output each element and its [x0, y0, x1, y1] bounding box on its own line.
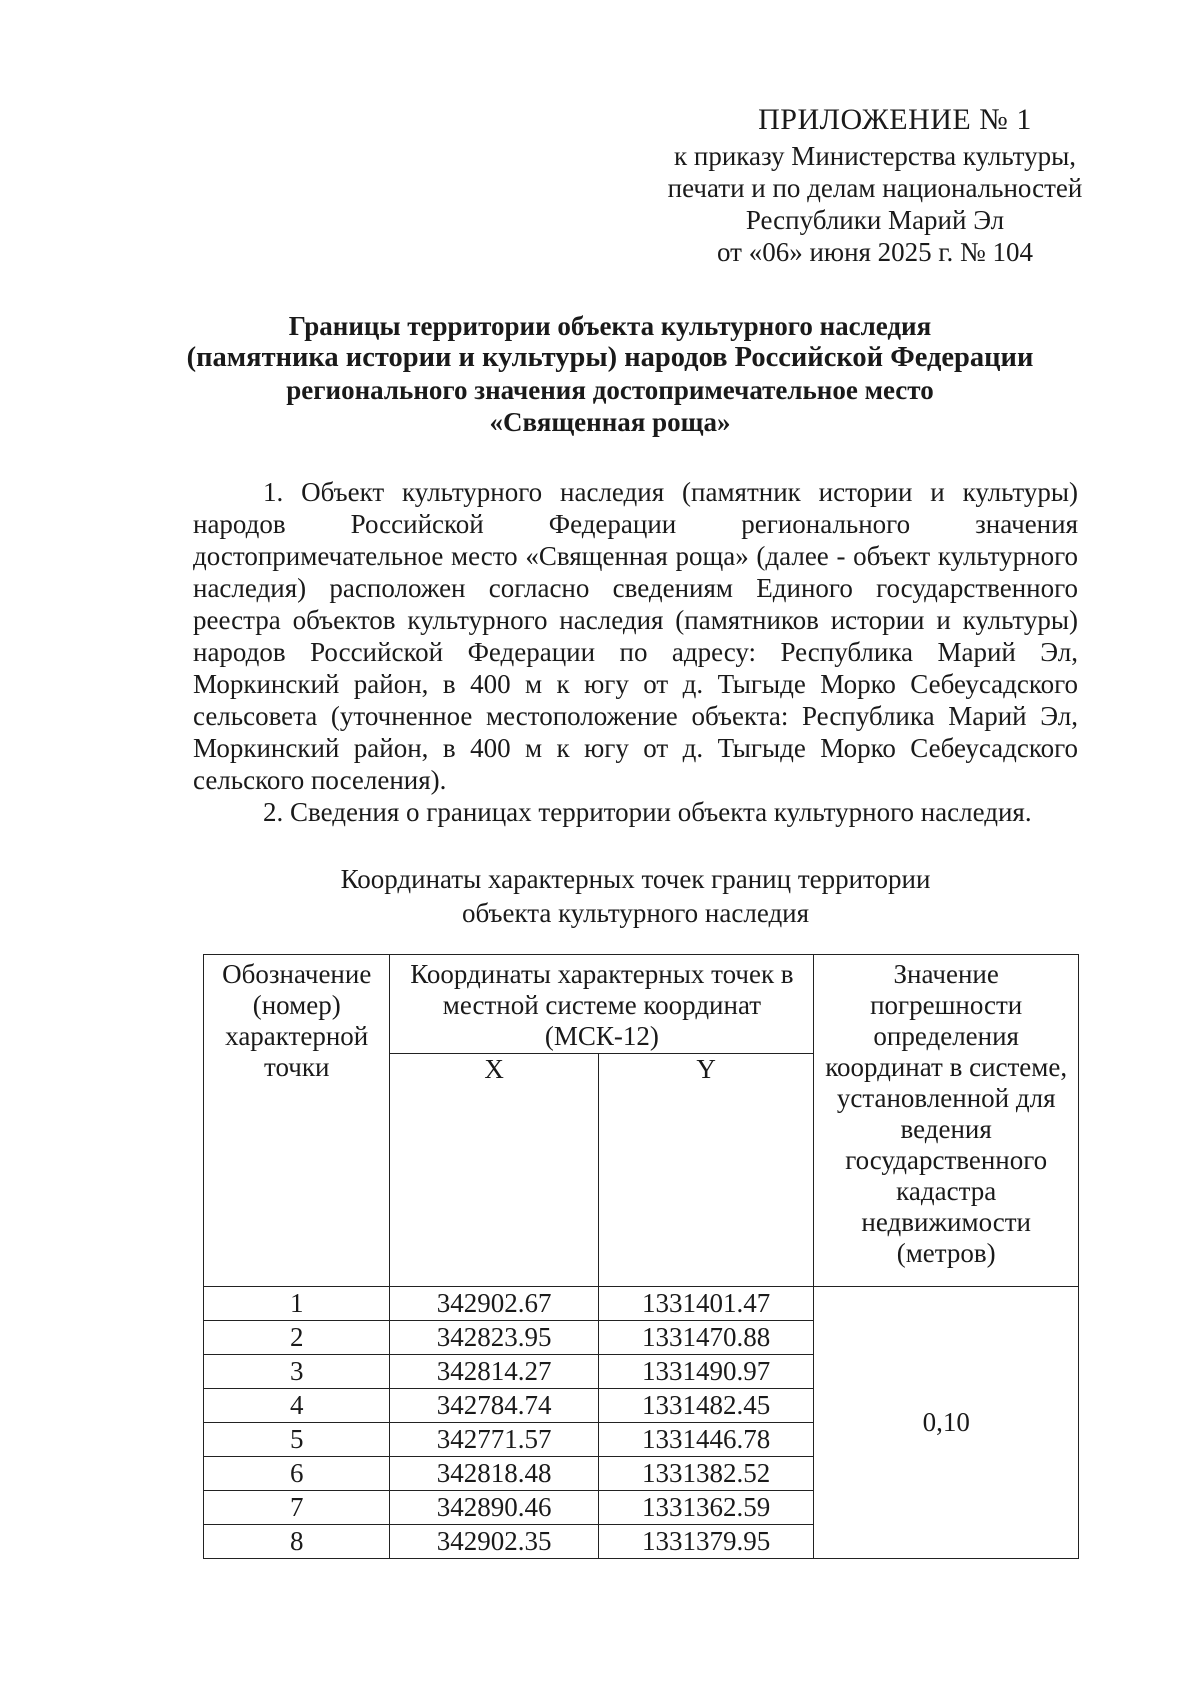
appendix-heading: ПРИЛОЖЕНИЕ № 1 — [758, 103, 1032, 136]
point-number-cell: 2 — [204, 1321, 390, 1355]
table-row — [204, 1287, 1079, 1321]
appendix-line: от «06» июня 2025 г. № 104 — [717, 237, 1033, 267]
y-coordinate-cell: 1331401.47 — [598, 1287, 813, 1321]
coordinates-table — [203, 954, 1079, 1559]
y-coordinate-cell: 1331362.59 — [598, 1491, 813, 1525]
x-coordinate-cell: 342771.57 — [390, 1423, 598, 1457]
title-line: «Священная роща» — [489, 407, 731, 437]
header-y: Y — [598, 1054, 813, 1287]
point-number-cell: 5 — [204, 1423, 390, 1457]
appendix-line: печати и по делам национальностей — [667, 173, 1083, 203]
point-number-cell: 6 — [204, 1457, 390, 1491]
header-point-number: Обозначение (номер) характерной точки — [204, 955, 390, 1287]
point-number-cell: 1 — [204, 1287, 390, 1321]
point-number-cell: 3 — [204, 1355, 390, 1389]
y-coordinate-cell: 1331379.95 — [598, 1525, 813, 1559]
point-number-cell: 7 — [204, 1491, 390, 1525]
x-coordinate-cell: 342902.35 — [390, 1525, 598, 1559]
x-coordinate-cell: 342784.74 — [390, 1389, 598, 1423]
appendix-line: к приказу Министерства культуры, — [674, 141, 1076, 171]
title-line: регионального значения достопримечательное место — [286, 375, 934, 405]
accuracy-value-cell: 0,10 — [814, 1287, 1079, 1559]
header-accuracy: Значение погрешности определения координат в системе, установленной для ведения государственного кадастра недвижимости (метров) — [814, 955, 1079, 1287]
caption-line: Координаты характерных точек границ территории — [340, 864, 931, 894]
point-number-cell: 8 — [204, 1525, 390, 1559]
x-coordinate-cell: 342818.48 — [390, 1457, 598, 1491]
table-caption — [193, 862, 1078, 930]
title-line: (памятника истории и культуры) народов Российской Федерации — [186, 342, 1034, 373]
caption-line: объекта культурного наследия — [461, 898, 810, 928]
x-coordinate-cell: 342902.67 — [390, 1287, 598, 1321]
point-number-cell: 4 — [204, 1389, 390, 1423]
x-coordinate-cell: 342823.95 — [390, 1321, 598, 1355]
title-line: Границы территории объекта культурного наследия — [288, 311, 932, 341]
table-header-row — [204, 955, 1079, 1054]
header-coordinates: Координаты характерных точек в местной системе координат (МСК-12) — [390, 955, 814, 1054]
appendix-block — [640, 100, 1110, 268]
y-coordinate-cell: 1331482.45 — [598, 1389, 813, 1423]
appendix-line: Республики Марий Эл — [745, 205, 1005, 235]
paragraph: 2. Сведения о границах территории объекта культурного наследия. — [263, 797, 1032, 827]
paragraph: 1. Объект культурного наследия (памятник истории и культуры) народов Российской Федерации регионального значения достопримечательное место «Священная роща» (далее - объект культурного наследия) расположен согласно сведениям Единого государственного реестра объектов культурного наследия (памятников истории и культуры) народов Российской Федерации по адресу: Республика Марий Эл, Моркинский район, в 400 м к югу от д. Тыгыде Морко Себеусадского сельсовета (уточненное местоположение объекта: Республика Марий Эл, Моркинский район, в 400 м к югу от д. Тыгыде Морко Себеусадского сельского поселения). — [193, 477, 1078, 795]
y-coordinate-cell: 1331470.88 — [598, 1321, 813, 1355]
y-coordinate-cell: 1331382.52 — [598, 1457, 813, 1491]
document-title — [150, 310, 1070, 438]
header-x: X — [390, 1054, 598, 1287]
y-coordinate-cell: 1331446.78 — [598, 1423, 813, 1457]
x-coordinate-cell: 342814.27 — [390, 1355, 598, 1389]
y-coordinate-cell: 1331490.97 — [598, 1355, 813, 1389]
x-coordinate-cell: 342890.46 — [390, 1491, 598, 1525]
body-text — [193, 476, 1078, 828]
